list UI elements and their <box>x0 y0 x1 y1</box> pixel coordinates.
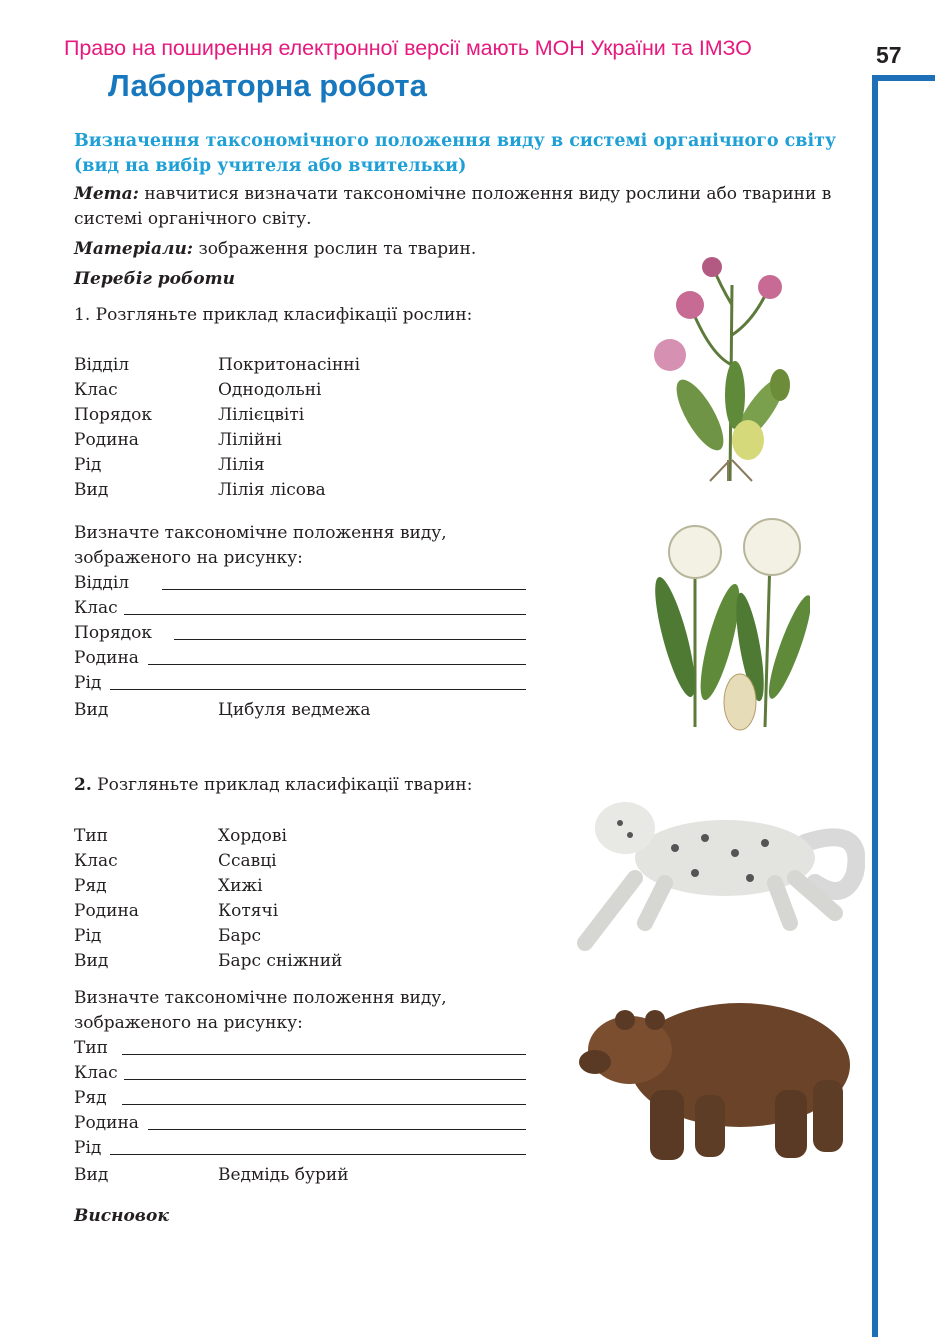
blank-row <box>74 646 526 671</box>
blank-row <box>74 571 526 596</box>
goal-text: навчитися визначати таксономічне положення виду рослини або тварини в системі органічного світу. <box>74 184 832 229</box>
blank-label: Тип <box>74 1038 108 1058</box>
conclusion-heading: Висновок <box>74 1206 169 1226</box>
copyright-banner: Право на поширення електронної версії мають МОН України та ІМЗО <box>64 36 752 60</box>
rank-label: Родина <box>74 901 139 921</box>
blank-row <box>74 1136 526 1161</box>
answer-line[interactable] <box>162 589 526 590</box>
rank-value: Барс сніжний <box>218 951 343 971</box>
task1-text: Розгляньте приклад класифікації рослин: <box>90 305 473 325</box>
task2-instruction <box>74 773 472 798</box>
page-number: 57 <box>876 42 902 68</box>
blank-label: Родина <box>74 1113 139 1133</box>
blank-label: Відділ <box>74 573 130 593</box>
blank-row <box>74 1061 526 1086</box>
rank-value: Покритонасінні <box>218 355 361 375</box>
task1-prompt-line2: зображеного на рисунку: <box>74 548 303 568</box>
blank-row <box>74 1036 526 1061</box>
rank-label: Вид <box>74 700 109 720</box>
answer-line[interactable] <box>148 1129 526 1130</box>
rank-value: Ссавці <box>218 851 277 871</box>
task2-number: 2. <box>74 775 92 795</box>
snow-leopard-illustration <box>565 783 865 953</box>
page-title: Лабораторна робота <box>108 68 427 103</box>
task1-prompt-line1: Визначте таксономічне положення виду, <box>74 523 447 543</box>
rank-label: Порядок <box>74 405 152 425</box>
blank-row <box>74 596 526 621</box>
materials-paragraph <box>74 237 476 262</box>
blank-label: Ряд <box>74 1088 107 1108</box>
wild-garlic-illustration <box>645 517 810 735</box>
procedure-heading: Перебіг роботи <box>74 269 235 289</box>
margin-bar <box>872 75 878 1337</box>
goal-label: Мета: <box>74 184 139 204</box>
materials-text: зображення рослин та тварин. <box>193 239 477 259</box>
rank-value: Цибуля ведмежа <box>218 700 371 720</box>
blank-label: Клас <box>74 1063 118 1083</box>
rank-value: Хижі <box>218 876 263 896</box>
rank-label: Вид <box>74 1165 109 1185</box>
answer-line[interactable] <box>148 664 526 665</box>
rank-value: Лілія лісова <box>218 480 326 500</box>
answer-line[interactable] <box>174 639 526 640</box>
blank-label: Рід <box>74 1138 102 1158</box>
task2-prompt-line1: Визначте таксономічне положення виду, <box>74 988 447 1008</box>
blank-label: Порядок <box>74 623 152 643</box>
task2-prompt-line2: зображеного на рисунку: <box>74 1013 303 1033</box>
blank-row <box>74 1086 526 1111</box>
blank-row <box>74 671 526 696</box>
blank-label: Родина <box>74 648 139 668</box>
task2-text: Розгляньте приклад класифікації тварин: <box>91 775 473 795</box>
goal-paragraph <box>74 182 864 232</box>
materials-label: Матеріали: <box>74 239 194 259</box>
brown-bear-illustration <box>575 980 860 1170</box>
rank-value: Ведмідь бурий <box>218 1165 349 1185</box>
rank-value: Лілієцвіті <box>218 405 305 425</box>
blank-label: Рід <box>74 673 102 693</box>
blank-row <box>74 621 526 646</box>
task1-number: 1. <box>74 305 91 325</box>
rank-value: Лілія <box>218 455 265 475</box>
answer-line[interactable] <box>110 1154 526 1155</box>
rank-label: Вид <box>74 951 109 971</box>
rank-label: Тип <box>74 826 108 846</box>
rank-label: Клас <box>74 380 118 400</box>
answer-line[interactable] <box>124 614 526 615</box>
margin-bar-top <box>872 75 935 81</box>
rank-label: Відділ <box>74 355 130 375</box>
lily-illustration <box>640 245 800 483</box>
blank-label: Клас <box>74 598 118 618</box>
rank-value: Однодольні <box>218 380 322 400</box>
answer-line[interactable] <box>122 1104 526 1105</box>
rank-value: Барс <box>218 926 262 946</box>
rank-label: Рід <box>74 926 102 946</box>
answer-line[interactable] <box>110 689 526 690</box>
rank-value: Лілійні <box>218 430 282 450</box>
rank-label: Родина <box>74 430 139 450</box>
blank-row <box>74 1111 526 1136</box>
lab-subtitle: Визначення таксономічного положення виду в системі органічного світу (вид на вибір учителя або вчительки) <box>74 131 837 176</box>
rank-label: Вид <box>74 480 109 500</box>
task1-instruction <box>74 303 472 328</box>
rank-value: Котячі <box>218 901 279 921</box>
rank-label: Рід <box>74 455 102 475</box>
rank-value: Хордові <box>218 826 287 846</box>
answer-line[interactable] <box>122 1054 526 1055</box>
answer-line[interactable] <box>124 1079 526 1080</box>
rank-label: Ряд <box>74 876 107 896</box>
rank-label: Клас <box>74 851 118 871</box>
